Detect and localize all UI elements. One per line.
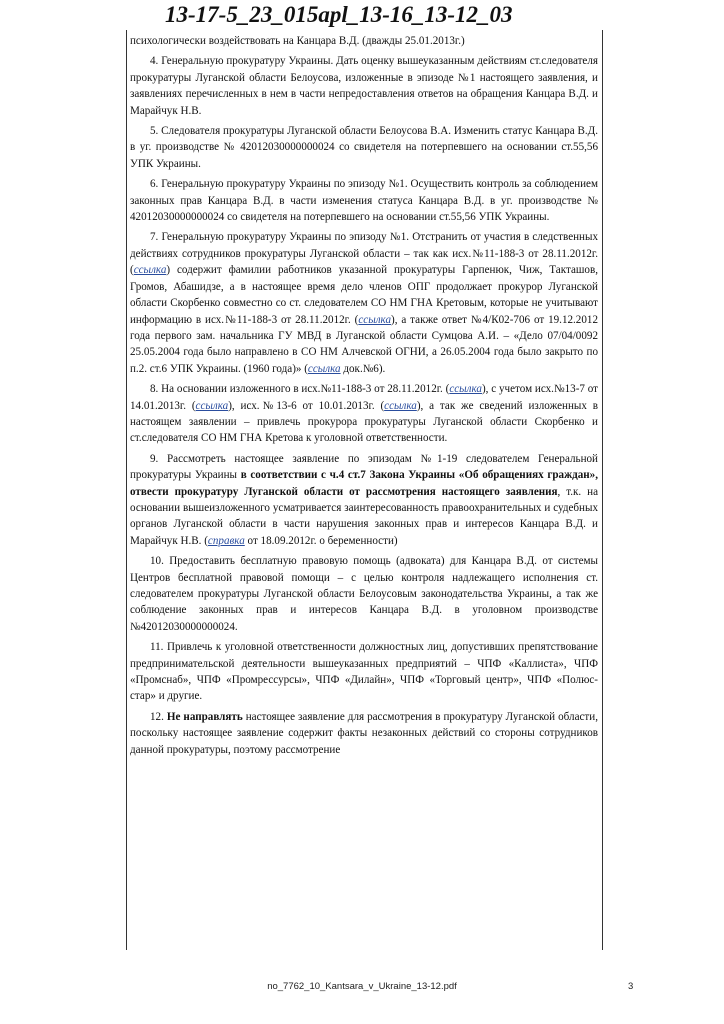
paragraph-8-text-b: ), с учетом исх.№13-7 от 14.01.2013г. ( (130, 383, 598, 412)
paragraph-9-text-b: , т.к. на основании вышеизложенного усматривается заинтересованность правоохранительных и судебных органов Луганской области в части нарушения законных прав и интересов Канцара В.Д. и Марайчук Н.В. ( (130, 485, 598, 547)
reference-link[interactable]: ссылка (449, 383, 482, 396)
left-margin-rule (126, 30, 127, 950)
paragraph-8-text-a: 8. На основании изложенного в исх.№11-188-3 от 28.11.2012г. ( (150, 383, 450, 396)
reference-link[interactable]: ссылка (384, 399, 417, 412)
document-header-title: 13-17-5_23_015apl_13-16_13-12_03 (165, 2, 513, 27)
paragraph-12 (130, 709, 598, 758)
paragraph-7-text-c: ), а также ответ №4/К02-706 от 19.12.2012 года первого зам. начальника ГУ МВД в Луганской области Сумцова А.И. – «Дело 07/04/0092 25.05.2004 года было направлено в СО НМ Алчевской ОГНИ, а 26.05.2004 года было закрыто по п.2. ст.6 УПК Украины. (1960 года)» ( (130, 313, 598, 375)
reference-link[interactable]: ссылка (358, 313, 392, 326)
paragraph-7-text-b: ) содержит фамилии работников указанной прокуратуры Гарпенюк, Чиж, Такташов, Громов, Абашидзе, а в настоящее время дело членов ОПГ продолжает прокурор Луганской области Скорбенко совместно со ст. следователем СО НМ ГНА Кретовым, которые не учитывают информацию в исх.№11-188-3 от 28.11.2012г. ( (130, 264, 598, 326)
paragraph-11: 11. Привлечь к уголовной ответственности должностных лиц, допустивших препятствование предпринимательской деятельности вышеуказанных предприятий – ЧПФ «Каллиста», ЧПФ «Промснаб», ЧПФ «Промрессурсы», ЧПФ «Дилайн», ЧПФ «Торговый центр», ЧПФ «Полюс-стар» и другие. (130, 641, 598, 703)
paragraph-10: 10. Предоставить бесплатную правовую помощь (адвоката) для Канцара В.Д. от системы Центров бесплатной правовой помощи – с целью контроля надлежащего исполнения ст. следователем прокуратуры Луганской области Белоусовым законодательства Украины, а так же соблюдение законных прав и интересов Канцара В.Д. в уголовном производстве №42012030000000024. (130, 555, 598, 633)
paragraph-7-text-d: док.№6). (340, 362, 386, 375)
paragraph-continued: психологически воздействовать на Канцара В.Д. (дважды 25.01.2013г.) (130, 35, 465, 47)
paragraph-8 (130, 381, 598, 447)
reference-link[interactable]: ссылка (195, 399, 229, 412)
paragraph-9-bold-text: в соответствии с ч.4 ст.7 Закона Украины «Об обращениях граждан», отвести прокуратуру Луганской области от рассмотрения настоящего заявления (130, 469, 598, 498)
reference-link[interactable]: ссылка (307, 362, 341, 375)
paragraph-7-text-a: 7. Генеральную прокуратуру Украины по эпизоду №1. Отстранить от участия в следственных действиях сотрудников прокуратуры Луганской области – так как исх.№11-188-3 от 28.11.2012г. ( (130, 231, 598, 277)
footer-filename: no_7762_10_Kantsara_v_Ukraine_13-12.pdf (267, 981, 457, 992)
right-margin-rule (602, 30, 603, 950)
paragraph-8-text-c: ), исх.№13-6 от 10.01.2013г. ( (228, 399, 385, 412)
paragraph-12-text-a: 12. (150, 710, 167, 723)
paragraph-5: 5. Следователя прокуратуры Луганской области Белоусова В.А. Изменить статус Канцара В.Д. в уг. производстве № 42012030000000024 со свидетеля на потерпевшего на основании ст.55,56 УПК Украины. (130, 125, 598, 170)
paragraph-9-text-c: от 18.09.2012г. о беременности) (244, 534, 398, 547)
paragraph-9 (130, 451, 598, 549)
paragraph-12-bold-text: Не направлять (166, 710, 243, 723)
paragraph-12-text-b: настоящее заявление для рассмотрения в прокуратуру Луганской области, поскольку настоящее заявление содержит факты незаконных действий со стороны сотрудников данной прокуратуры, поэтому рассмотрение (130, 710, 598, 756)
paragraph-4: 4. Генеральную прокуратуру Украины. Дать оценку вышеуказанным действиям ст.следователя прокуратуры Луганской области Белоусова, изложенные в эпизоде №1 настоящего заявления, и заявлениях перечисленных в нем в части непредоставления ответов на обращения Канцара В.Д. и Марайчук Н.В. (130, 55, 598, 117)
paragraph-9-text-a: 9. Рассмотреть настоящее заявление по эпизодам №1-19 следователем Генеральной прокуратуры Украины (130, 452, 598, 482)
reference-link[interactable]: ссылка (133, 264, 167, 277)
paragraph-7 (130, 229, 598, 377)
reference-link[interactable]: справка (207, 534, 245, 547)
paragraph-8-text-d: ), а так же сведений изложенных в настоящем заявлении – привлечь прокурора прокуратуры Луганской области Скорбенко и ст.следователя СО НМ ГНА Кретова к уголовной ответственности. (130, 399, 598, 445)
document-body (130, 33, 598, 762)
paragraph-6: 6. Генеральную прокуратуру Украины по эпизоду №1. Осуществить контроль за соблюдением законных прав Канцара В.Д. в части изменения статуса Канцара В.Д. в уг. производстве № 42012030000000024 со свидетеля на потерпевшего на основании ст.55,56 УПК Украины. (130, 178, 598, 224)
page-number: 3 (628, 981, 634, 992)
